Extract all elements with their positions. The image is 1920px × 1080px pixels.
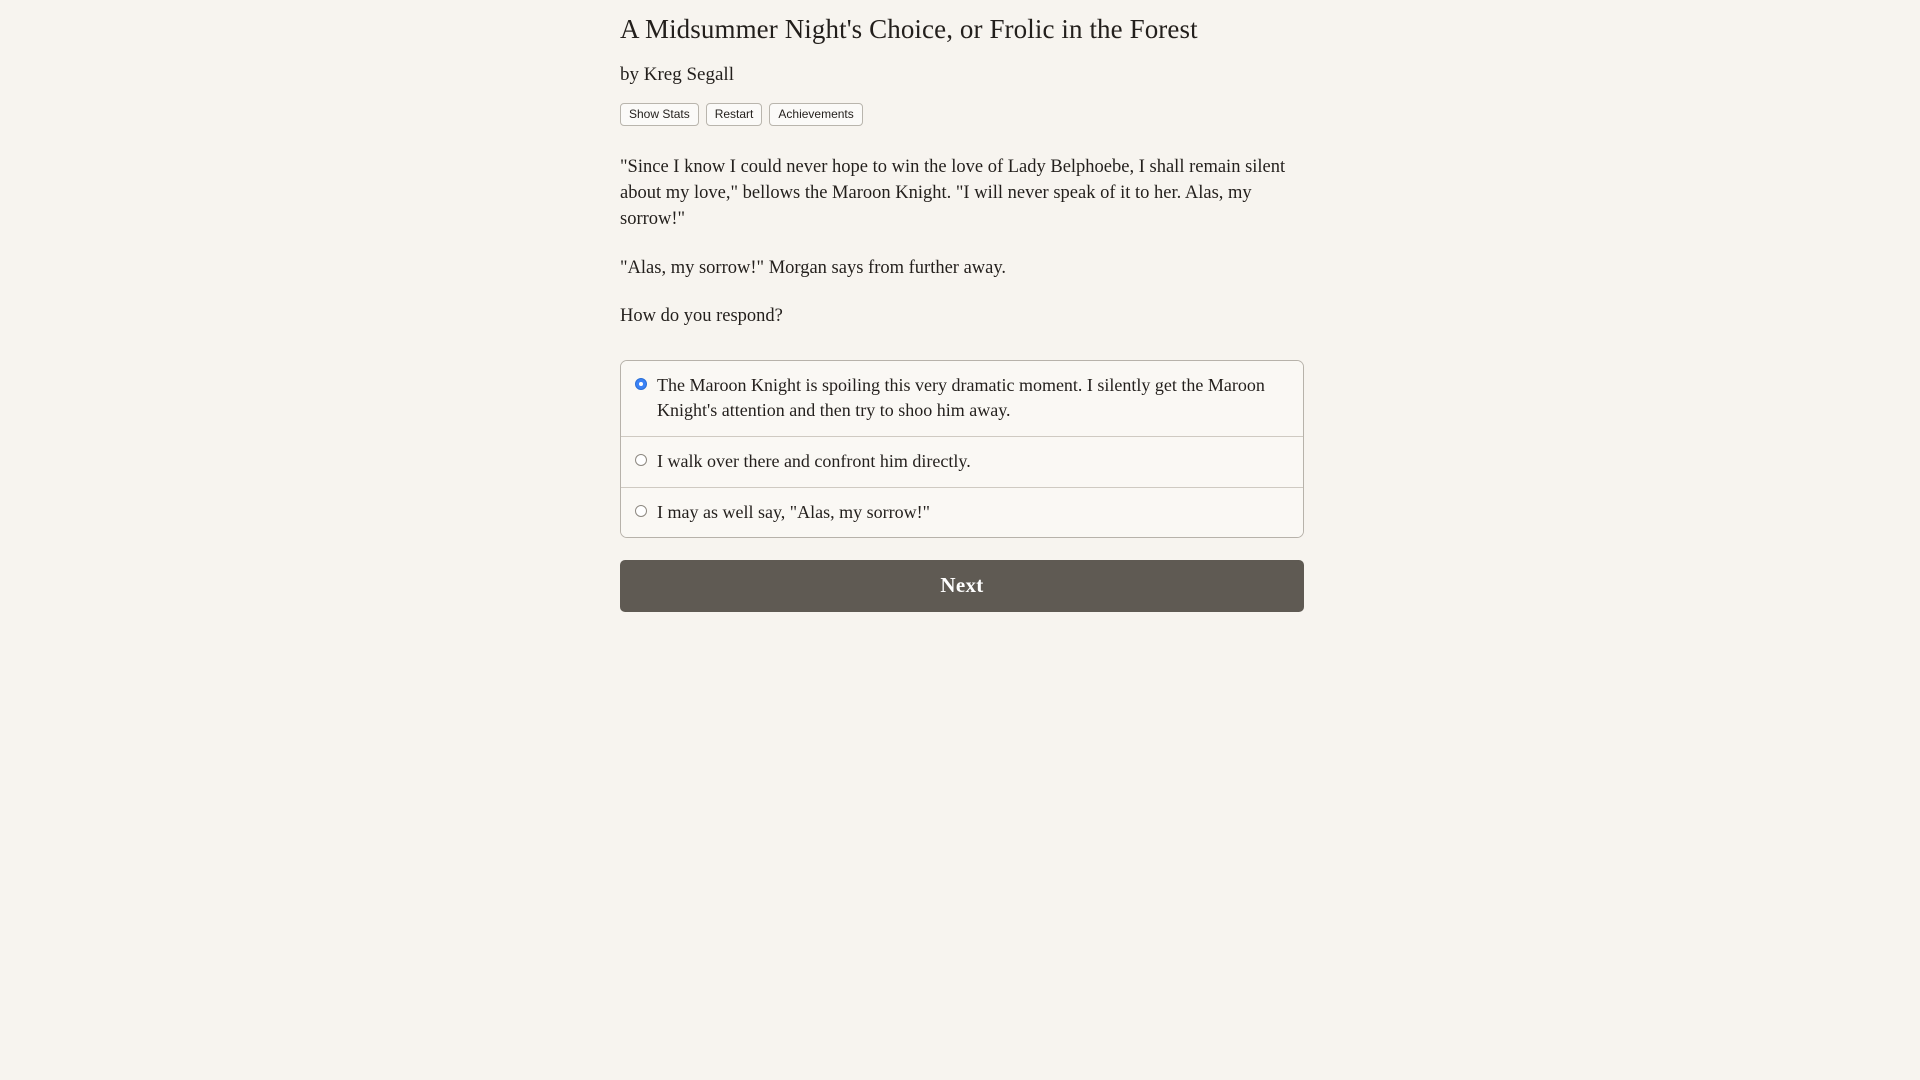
show-stats-button[interactable]: Show Stats [620,103,699,126]
radio-icon[interactable] [635,505,647,517]
story-paragraph: "Alas, my sorrow!" Morgan says from further away. [620,257,1007,278]
story-prompt: How do you respond? [620,305,783,326]
choice-option-1[interactable] [621,361,1303,437]
restart-button[interactable]: Restart [706,103,763,126]
radio-icon[interactable] [635,454,647,466]
story-paragraph: "Since I know I could never hope to win the love of Lady Belphoebe, I shall remain silent about my love," bellows the Maroon Knight. "I will never speak of it to her. Alas, my sorrow!" [620,156,1286,230]
next-button[interactable]: Next [620,560,1304,612]
page-title: A Midsummer Night's Choice, or Frolic in the Forest [620,14,1198,44]
achievements-button[interactable]: Achievements [769,103,862,126]
choice-list [620,360,1304,538]
choice-label: I walk over there and confront him directly. [657,450,971,471]
choice-label: I may as well say, "Alas, my sorrow!" [657,501,930,522]
choice-label: The Maroon Knight is spoiling this very dramatic moment. I silently get the Maroon Knight's attention and then try to shoo him away. [657,375,1265,420]
radio-icon[interactable] [635,378,647,390]
author-byline: by Kreg Segall [620,64,734,86]
story-text [620,126,1304,329]
game-content-column [620,0,1304,612]
choice-option-2[interactable] [621,437,1303,488]
choice-option-3[interactable] [621,488,1303,538]
game-toolbar [620,103,1304,126]
